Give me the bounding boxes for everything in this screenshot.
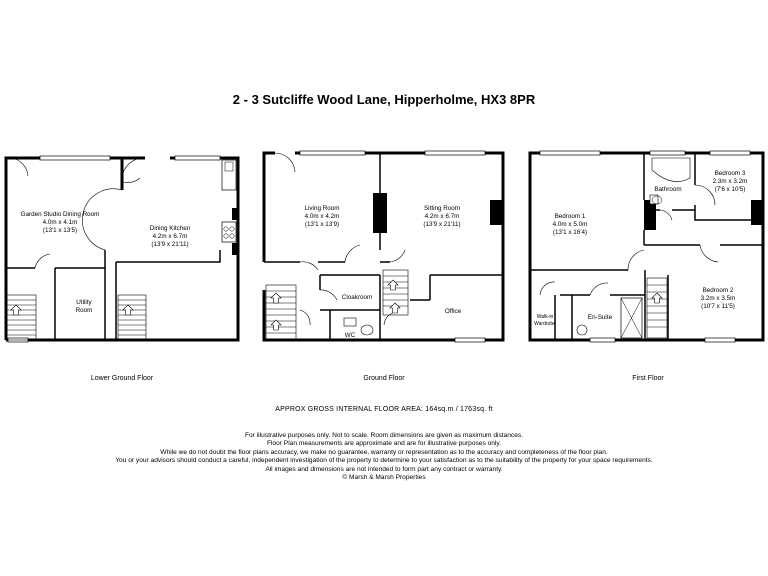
disclaimer-line: You or your advisors should conduct a careful, independent investigation of the property to determine to your satisfaction as to the suitability of the property for your space requirements. bbox=[115, 457, 653, 465]
first-floor-plan bbox=[530, 151, 763, 382]
room-sitting-imperial: (13'9 x 21'11) bbox=[423, 221, 461, 228]
room-en-suite-name: En-Suite bbox=[587, 314, 613, 321]
room-bedroom-2-imperial: (10'7 x 11'5) bbox=[701, 303, 735, 310]
room-utility-name-2: Room bbox=[75, 307, 93, 314]
disclaimer-line: All images and dimensions are not intended to form part any contract or warranty. bbox=[265, 465, 503, 473]
room-bedroom-1-metric: 4.0m x 5.0m bbox=[552, 221, 588, 228]
room-bedroom-1-name: Bedroom 1 bbox=[554, 213, 586, 220]
room-wc-name: WC bbox=[344, 332, 356, 339]
room-utility-name: Utility bbox=[76, 299, 92, 306]
room-living-imperial: (13'1 x 13'9) bbox=[304, 221, 340, 228]
lower-ground-outer-walls bbox=[6, 158, 238, 340]
room-living-metric: 4.0m x 4.2m bbox=[304, 213, 340, 220]
disclaimer-line: While we do not doubt the floor plans accuracy, we make no guarantee, warranty or representation as to the accuracy and completeness of the floor plan. bbox=[160, 448, 608, 456]
ground-floor-plan bbox=[264, 151, 503, 382]
room-bedroom-3-metric: 2.3m x 3.2m bbox=[712, 178, 748, 185]
floor-label-lower-ground: Lower Ground Floor bbox=[90, 375, 154, 382]
room-cloakroom-name: Cloakroom bbox=[341, 294, 373, 301]
floor-label-ground: Ground Floor bbox=[363, 375, 405, 382]
room-living-name: Living Room bbox=[304, 205, 340, 212]
room-dining-kitchen-imperial: (13'9 x 21'11) bbox=[151, 241, 189, 248]
room-walk-in-name: Walk-in bbox=[536, 314, 554, 320]
room-garden-studio-name: Garden Studio Dining Room bbox=[20, 211, 100, 218]
room-bedroom-2-metric: 3.2m x 3.5m bbox=[700, 295, 736, 302]
room-sitting-metric: 4.2m x 6.7m bbox=[424, 213, 460, 220]
plan-title: 2 - 3 Sutcliffe Wood Lane, Hipperholme, HX3 8PR bbox=[232, 92, 536, 107]
room-garden-studio-metric: 4.0m x 4.1m bbox=[42, 219, 78, 226]
room-garden-studio-imperial: (13'1 x 13'5) bbox=[42, 227, 78, 234]
room-bathroom-name: Bathroom bbox=[654, 186, 682, 193]
room-sitting-name: Sitting Room bbox=[423, 205, 461, 212]
room-bedroom-3-imperial: (7'6 x 10'5) bbox=[714, 186, 746, 193]
room-bedroom-1-imperial: (13'1 x 16'4) bbox=[552, 229, 588, 236]
room-walk-in-name-2: Wardrobe bbox=[534, 321, 556, 327]
room-office-name: Office bbox=[444, 308, 462, 315]
room-bedroom-3-name: Bedroom 3 bbox=[714, 170, 746, 177]
disclaimer-line: © Marsh & Marsh Properties bbox=[342, 474, 426, 482]
disclaimer-line: For illustrative purposes only. Not to scale. Room dimensions are given as maximum distances. bbox=[244, 432, 524, 439]
disclaimer bbox=[0, 432, 768, 482]
room-bedroom-2-name: Bedroom 2 bbox=[702, 287, 734, 294]
room-dining-kitchen-metric: 4.2m x 6.7m bbox=[152, 233, 188, 240]
room-dining-kitchen-name: Dining Kitchen bbox=[149, 225, 191, 232]
disclaimer-line: Floor Plan measurements are approximate and are for illustrative purposes only. bbox=[266, 440, 502, 448]
lower-ground-floor-plan bbox=[6, 156, 238, 382]
floor-label-first: First Floor bbox=[632, 375, 664, 382]
floor-area-summary: APPROX GROSS INTERNAL FLOOR AREA: 164sq.m / 1763sq. ft bbox=[275, 406, 493, 413]
